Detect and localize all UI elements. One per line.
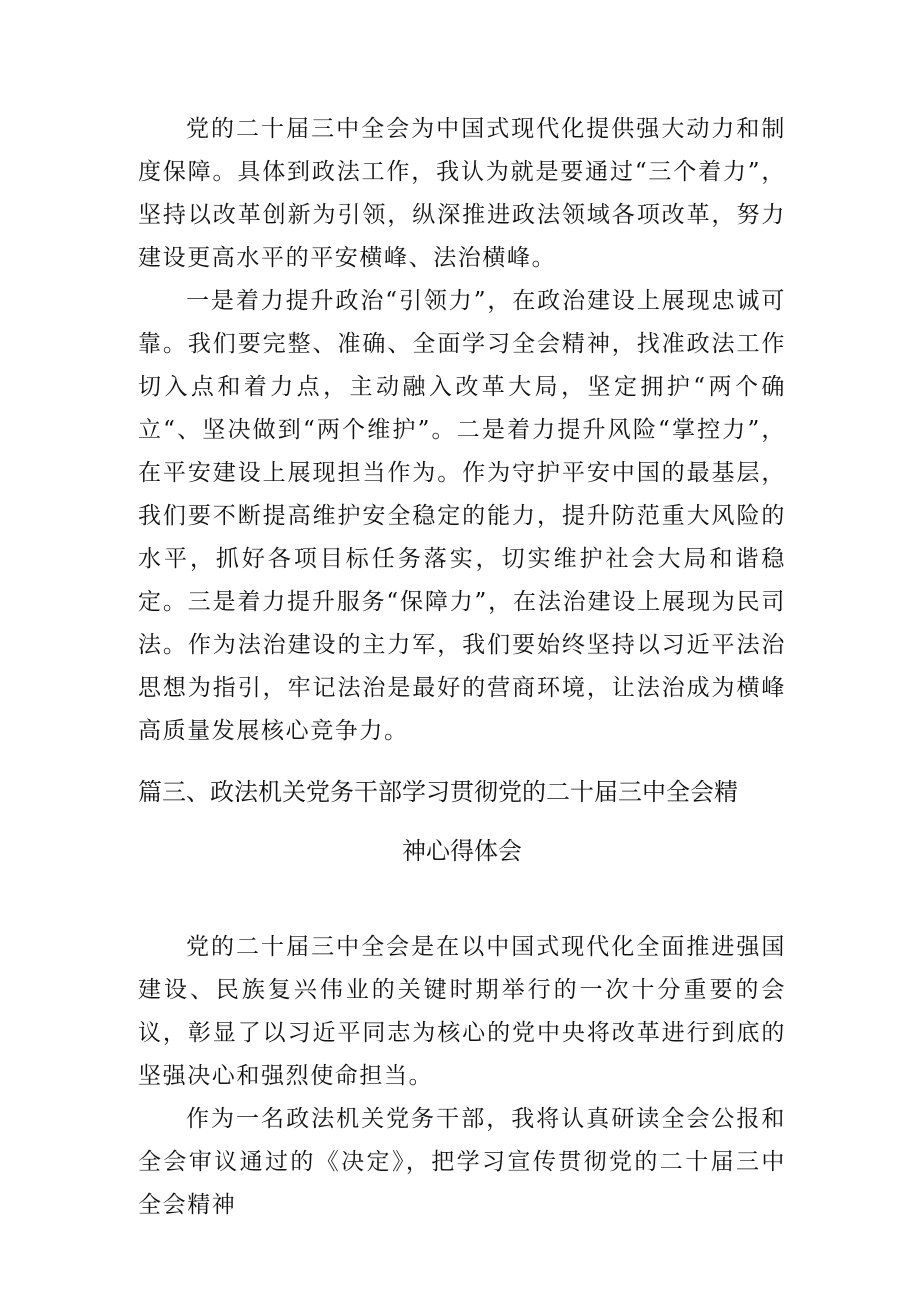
paragraph-3: 党的二十届三中全会是在以中国式现代化全面推进强国建设、民族复兴伟业的关键时期举行的一次十分重要的会议，彰显了以习近平同志为核心的党中央将改革进行到底的坚强决心和强烈使命担当。 [138, 934, 786, 1089]
paragraph-2: 一是着力提升政治“引领力”，在政治建设上展现忠诚可靠。我们要完整、准确、全面学习全会精神，找准政法工作切入点和着力点，主动融入改革大局，坚定拥护“两个确立“、坚决做到“两个维护”。二是着力提升风险“掌控力”，在平安建设上展现担当作为。作为守护平安中国的最基层，我们要不断提高维护安全稳定的能力，提升防范重大风险的水平，抓好各项目标任务落实，切实维护社会大局和谐稳定。三是着力提升服务“保障力”，在法治建设上展现为民司法。作为法治建设的主力军，我们要始终坚持以习近平法治思想为指引，牢记法治是最好的营商环境，让法治成为横峰高质量发展核心竞争力。 [138, 288, 786, 744]
section-heading-line-1: 篇三、政法机关党务干部学习贯彻党的二十届三中全会精 [138, 778, 738, 806]
section-heading-line-2: 神心得体会 [402, 837, 522, 865]
paragraph-4: 作为一名政法机关党务干部，我将认真研读全会公报和全会审议通过的《决定》，把学习宣传贯彻党的二十届三中全会精神 [138, 1106, 786, 1218]
paragraph-1: 党的二十届三中全会为中国式现代化提供强大动力和制度保障。具体到政法工作，我认为就是要通过“三个着力”，坚持以改革创新为引领，纵深推进政法领域各项改革，努力建设更高水平的平安横峰、法治横峰。 [138, 116, 786, 271]
